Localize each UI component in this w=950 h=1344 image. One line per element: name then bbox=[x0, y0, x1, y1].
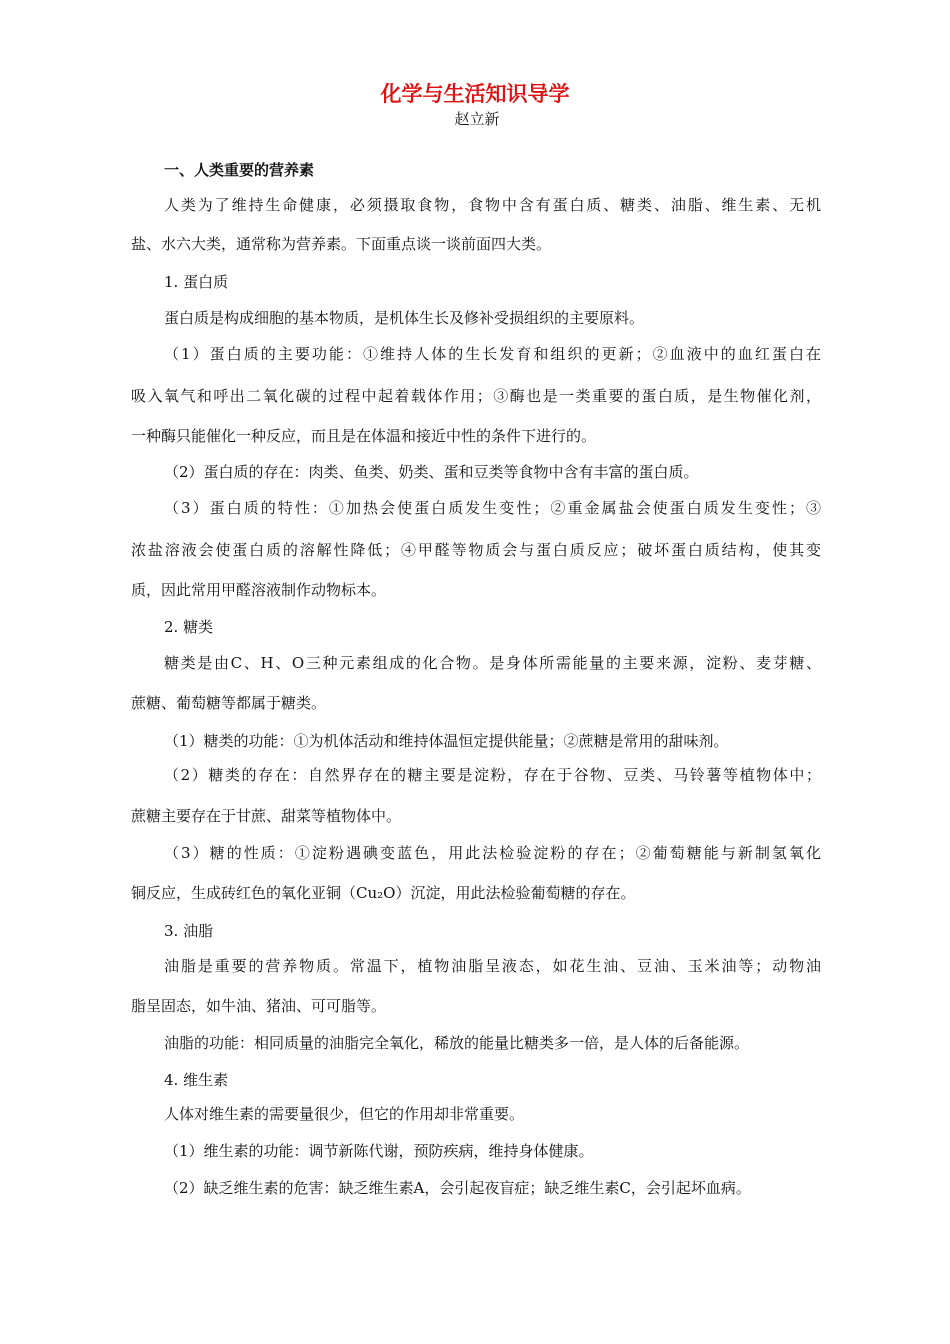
paragraph-line: 铜反应，生成砖红色的氧化亚铜（Cu₂O）沉淀，用此法检验葡萄糖的存在。 bbox=[131, 884, 636, 902]
paragraph-line: （3）蛋白质的特性：①加热会使蛋白质发生变性；②重金属盐会使蛋白质发生变性；③ bbox=[164, 499, 821, 517]
paragraph-line: 一种酶只能催化一种反应，而且是在体温和接近中性的条件下进行的。 bbox=[131, 427, 597, 445]
paragraph-line: 质，因此常用甲醛溶液制作动物标本。 bbox=[131, 581, 387, 599]
document-author: 赵立新 bbox=[454, 110, 500, 128]
subsection-heading: 2. 糖类 bbox=[164, 618, 214, 636]
paragraph-line: 人体对维生素的需要量很少，但它的作用却非常重要。 bbox=[164, 1105, 525, 1123]
paragraph-line: 油脂的功能：相同质量的油脂完全氧化，稀放的能量比糖类多一倍，是人体的后备能源。 bbox=[164, 1034, 750, 1052]
paragraph-line: 糖类是由C、H、O三种元素组成的化合物。是身体所需能量的主要来源，淀粉、麦芽糖、 bbox=[164, 654, 821, 672]
paragraph-line: （2）糖类的存在：自然界存在的糖主要是淀粉，存在于谷物、豆类、马铃薯等植物体中； bbox=[164, 766, 821, 784]
paragraph-line: 脂呈固态，如牛油、猪油、可可脂等。 bbox=[131, 997, 387, 1015]
subsection-heading: 1. 蛋白质 bbox=[164, 273, 229, 291]
paragraph-line: 蛋白质是构成细胞的基本物质，是机体生长及修补受损组织的主要原料。 bbox=[164, 309, 645, 327]
paragraph-line: 盐、水六大类，通常称为营养素。下面重点谈一谈前面四大类。 bbox=[131, 235, 552, 253]
paragraph-line: 吸入氧气和呼出二氧化碳的过程中起着载体作用；③酶也是一类重要的蛋白质，是生物催化剂， bbox=[131, 387, 821, 405]
paragraph-line: 蔗糖主要存在于甘蔗、甜菜等植物体中。 bbox=[131, 807, 402, 825]
paragraph-line: （1）维生素的功能：调节新陈代谢，预防疾病，维持身体健康。 bbox=[164, 1142, 594, 1160]
paragraph-line: 人类为了维持生命健康，必须摄取食物，食物中含有蛋白质、糖类、油脂、维生素、无机 bbox=[164, 196, 821, 214]
document-title: 化学与生活知识导学 bbox=[380, 82, 570, 106]
paragraph-line: （3）糖的性质：①淀粉遇碘变蓝色，用此法检验淀粉的存在；②葡萄糖能与新制氢氧化 bbox=[164, 844, 821, 862]
paragraph-line: （1）蛋白质的主要功能：①维持人体的生长发育和组织的更新；②血液中的血红蛋白在 bbox=[164, 345, 821, 363]
subsection-heading: 4. 维生素 bbox=[164, 1071, 229, 1089]
paragraph-line: 浓盐溶液会使蛋白质的溶解性降低；④甲醛等物质会与蛋白质反应；破坏蛋白质结构，使其变 bbox=[131, 541, 821, 559]
paragraph-line: （2）缺乏维生素的危害：缺乏维生素A，会引起夜盲症；缺乏维生素C，会引起坏血病。 bbox=[164, 1179, 751, 1197]
section-heading: 一、人类重要的营养素 bbox=[164, 161, 315, 179]
paragraph-line: （1）糖类的功能：①为机体活动和维持体温恒定提供能量；②蔗糖是常用的甜味剂。 bbox=[164, 732, 729, 750]
paragraph-line: 蔗糖、葡萄糖等都属于糖类。 bbox=[131, 694, 327, 712]
paragraph-line: （2）蛋白质的存在：肉类、鱼类、奶类、蛋和豆类等食物中含有丰富的蛋白质。 bbox=[164, 463, 699, 481]
subsection-heading: 3. 油脂 bbox=[164, 922, 214, 940]
paragraph-line: 油脂是重要的营养物质。常温下，植物油脂呈液态，如花生油、豆油、玉米油等；动物油 bbox=[164, 957, 821, 975]
